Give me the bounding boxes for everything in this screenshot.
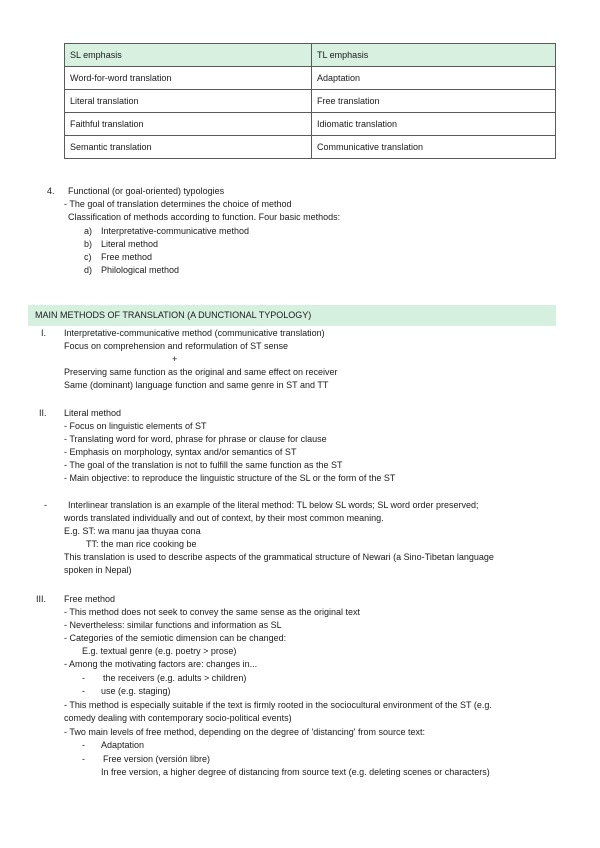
table-header-cell: TL emphasis [312, 44, 556, 67]
table-row [65, 67, 556, 90]
body-text: This translation is used to describe aspects of the grammatical structure of Newari (a Sino-Tibetan language [64, 552, 494, 562]
table-cell: Free translation [312, 90, 556, 113]
banner-title: MAIN METHODS OF TRANSLATION (A DUNCTIONAL TYPOLOGY) [35, 310, 312, 320]
table-row [65, 113, 556, 136]
table-cell: Adaptation [312, 67, 556, 90]
bullet-item: - Main objective: to reproduce the linguistic structure of the SL or the form of the ST [64, 473, 396, 483]
sub-bullet-dash: - [82, 673, 85, 683]
bullet-item: - This method does not seek to convey the same sense as the original text [64, 607, 360, 617]
list-marker: d) [84, 265, 93, 275]
bullet-item: - Two main levels of free method, depending on the degree of 'distancing' from source text: [64, 727, 425, 737]
sub-bullet-dash: - [82, 740, 85, 750]
table-cell: Semantic translation [65, 136, 312, 159]
bullet-item: - Focus on linguistic elements of ST [64, 421, 207, 431]
bullet-item: - Translating word for word, phrase for phrase or clause for clause [64, 434, 327, 444]
section-text: Classification of methods according to function. Four basic methods: [68, 212, 341, 222]
sub-bullet-item: the receivers (e.g. adults > children) [103, 673, 247, 683]
list-marker: c) [84, 252, 92, 262]
method-title: Literal method [64, 408, 122, 418]
bullet-item: - The goal of the translation is not to fulfill the same function as the ST [64, 460, 343, 470]
sub-bullet-dash: - [82, 686, 85, 696]
bullet-item: - Emphasis on morphology, syntax and/or semantics of ST [64, 447, 297, 457]
method-title: Interpretative-communicative method (communicative translation) [64, 328, 325, 338]
body-text: Interlinear translation is an example of the literal method: TL below SL words; SL word order preserved; [68, 500, 479, 510]
example-text: TT: the man rice cooking be [86, 539, 197, 549]
plus-sign: + [172, 354, 178, 364]
table-header-row [65, 44, 556, 67]
bullet-item: - Among the motivating factors are: changes in... [64, 659, 258, 669]
section-banner [28, 305, 556, 326]
bullet-item: - Categories of the semiotic dimension can be changed: [64, 633, 287, 643]
section-number: 4. [47, 186, 55, 196]
body-text: words translated individually and out of context, by their most common meaning. [64, 513, 384, 523]
list-item: Free method [101, 252, 153, 262]
table-row [65, 136, 556, 159]
body-text: In free version, a higher degree of distancing from source text (e.g. deleting scenes or characters) [101, 767, 490, 777]
list-item: Interpretative-communicative method [101, 226, 250, 236]
bullet-item: - Nevertheless: similar functions and information as SL [64, 620, 282, 630]
roman-numeral: I. [41, 328, 47, 338]
table-cell: Idiomatic translation [312, 113, 556, 136]
body-text: Same (dominant) language function and same genre in ST and TT [64, 380, 329, 390]
table-cell: Literal translation [65, 90, 312, 113]
sub-bullet-dash: - [82, 754, 85, 764]
bullet-dash: - [44, 500, 47, 510]
roman-numeral: II. [39, 408, 47, 418]
list-marker: a) [84, 226, 93, 236]
bullet-item: - This method is especially suitable if the text is firmly rooted in the sociocultural environment of the ST (e.g. [64, 700, 492, 710]
roman-numeral: III. [36, 594, 47, 604]
body-text: Preserving same function as the original and same effect on receiver [64, 367, 338, 377]
table-cell: Word-for-word translation [65, 67, 312, 90]
sub-bullet-item: use (e.g. staging) [101, 686, 171, 696]
section-title: Functional (or goal-oriented) typologies [68, 186, 225, 196]
table-cell: Faithful translation [65, 113, 312, 136]
example-text: E.g. ST: wa manu jaa thuyaa cona [64, 526, 201, 536]
body-text: spoken in Nepal) [64, 565, 132, 575]
method-title: Free method [64, 594, 116, 604]
example-text: E.g. textual genre (e.g. poetry > prose) [82, 646, 237, 656]
section-text: - The goal of translation determines the choice of method [64, 199, 292, 209]
bullet-item: comedy dealing with contemporary socio-political events) [64, 713, 292, 723]
list-item: Philological method [101, 265, 180, 275]
sub-bullet-item: Adaptation [101, 740, 145, 750]
list-item: Literal method [101, 239, 159, 249]
list-marker: b) [84, 239, 93, 249]
comparison-table [64, 43, 556, 159]
sub-bullet-item: Free version (versión libre) [103, 754, 211, 764]
table-cell: Communicative translation [312, 136, 556, 159]
body-text: Focus on comprehension and reformulation of ST sense [64, 341, 288, 351]
table-row [65, 90, 556, 113]
table-header-cell: SL emphasis [65, 44, 312, 67]
